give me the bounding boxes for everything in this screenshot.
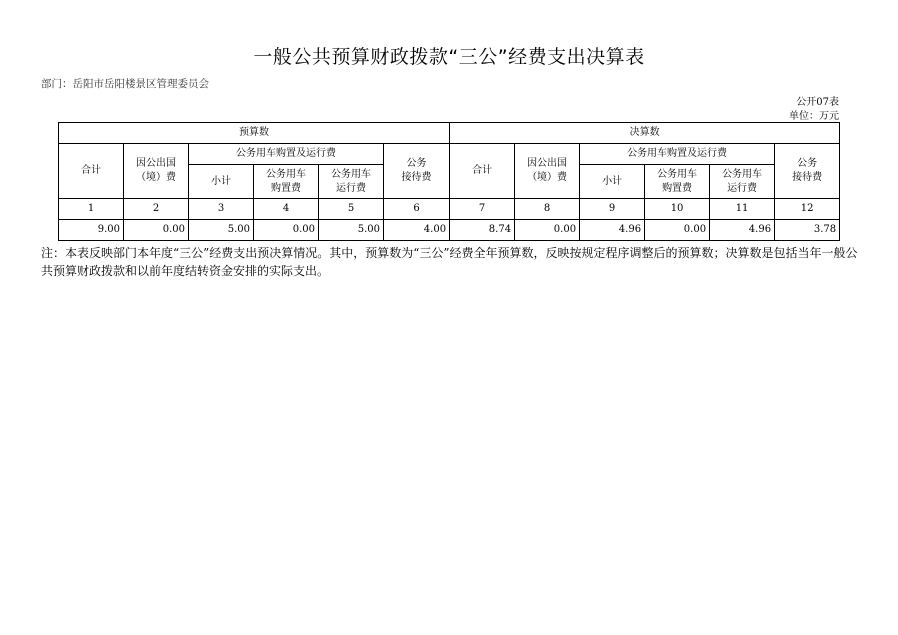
final-reception-value: 3.78 <box>775 220 840 241</box>
col-number: 9 <box>580 199 645 220</box>
col-number: 12 <box>775 199 840 220</box>
col-number: 2 <box>124 199 189 220</box>
budget-vehicle-subtotal-value: 5.00 <box>189 220 254 241</box>
purchase-line2: 购置费 <box>662 182 693 194</box>
final-vehicle-subtotal-value: 4.96 <box>580 220 645 241</box>
budget-header: 预算数 <box>59 123 450 144</box>
footnote: 注：本表反映部门本年度“三公”经费支出预决算情况。其中，预算数为“三公”经费全年预算数，反映按规定程序调整后的预算数；决算数是包括当年一般公共预算财政拨款和以前年度结转资金安排的实际支出。 <box>41 246 858 278</box>
department-label: 部门：岳阳市岳阳楼景区管理委员会 <box>41 78 209 90</box>
abroad-line2: （境）费 <box>136 172 176 183</box>
purchase-line2: 购置费 <box>271 182 301 194</box>
abroad-line1: 因公出国 <box>136 158 176 169</box>
budget-purchase-header <box>254 165 319 199</box>
unit-label: 单位：万元 <box>789 111 839 122</box>
budget-abroad-header <box>124 144 189 199</box>
abroad-line1: 因公出国 <box>527 158 568 169</box>
header-row-1 <box>59 123 840 144</box>
purchase-line1: 公务用车 <box>266 168 306 180</box>
expenditure-table <box>58 122 840 241</box>
budget-total-value: 9.00 <box>59 220 124 241</box>
budget-abroad-value: 0.00 <box>124 220 189 241</box>
final-vehicle-header: 公务用车购置及运行费 <box>580 144 775 165</box>
col-number: 8 <box>515 199 580 220</box>
operation-line1: 公务用车 <box>331 168 371 180</box>
abroad-line2: （境）费 <box>527 172 568 183</box>
final-abroad-value: 0.00 <box>515 220 580 241</box>
col-number: 10 <box>645 199 710 220</box>
column-number-row <box>59 199 840 220</box>
final-total-value: 8.74 <box>450 220 515 241</box>
form-number: 公开07表 <box>796 97 839 108</box>
final-reception-header <box>775 144 840 199</box>
operation-line1: 公务用车 <box>722 168 763 180</box>
final-header: 决算数 <box>450 123 840 144</box>
final-subtotal-header: 小计 <box>580 165 645 199</box>
col-number: 4 <box>254 199 319 220</box>
budget-subtotal-header: 小计 <box>189 165 254 199</box>
budget-total-header: 合计 <box>59 144 124 199</box>
header-row-2 <box>59 144 840 165</box>
col-number: 1 <box>59 199 124 220</box>
reception-line2: 接待费 <box>792 172 823 183</box>
col-number: 7 <box>450 199 515 220</box>
col-number: 11 <box>710 199 775 220</box>
final-abroad-header <box>515 144 580 199</box>
operation-line2: 运行费 <box>727 182 758 194</box>
budget-vehicle-purchase-value: 0.00 <box>254 220 319 241</box>
reception-line2: 接待费 <box>401 172 432 183</box>
col-number: 6 <box>384 199 450 220</box>
budget-reception-header <box>384 144 450 199</box>
final-operation-header <box>710 165 775 199</box>
purchase-line1: 公务用车 <box>657 168 698 180</box>
budget-reception-value: 4.00 <box>384 220 450 241</box>
final-total-header: 合计 <box>450 144 515 199</box>
value-row <box>59 220 840 241</box>
final-purchase-header <box>645 165 710 199</box>
page-title: 一般公共预算财政拨款“三公”经费支出决算表 <box>253 46 645 68</box>
budget-operation-header <box>319 165 384 199</box>
reception-line1: 公务 <box>406 158 427 169</box>
col-number: 5 <box>319 199 384 220</box>
final-vehicle-purchase-value: 0.00 <box>645 220 710 241</box>
col-number: 3 <box>189 199 254 220</box>
operation-line2: 运行费 <box>336 182 366 194</box>
budget-vehicle-header: 公务用车购置及运行费 <box>189 144 384 165</box>
final-vehicle-operation-value: 4.96 <box>710 220 775 241</box>
reception-line1: 公务 <box>797 158 818 169</box>
budget-vehicle-operation-value: 5.00 <box>319 220 384 241</box>
